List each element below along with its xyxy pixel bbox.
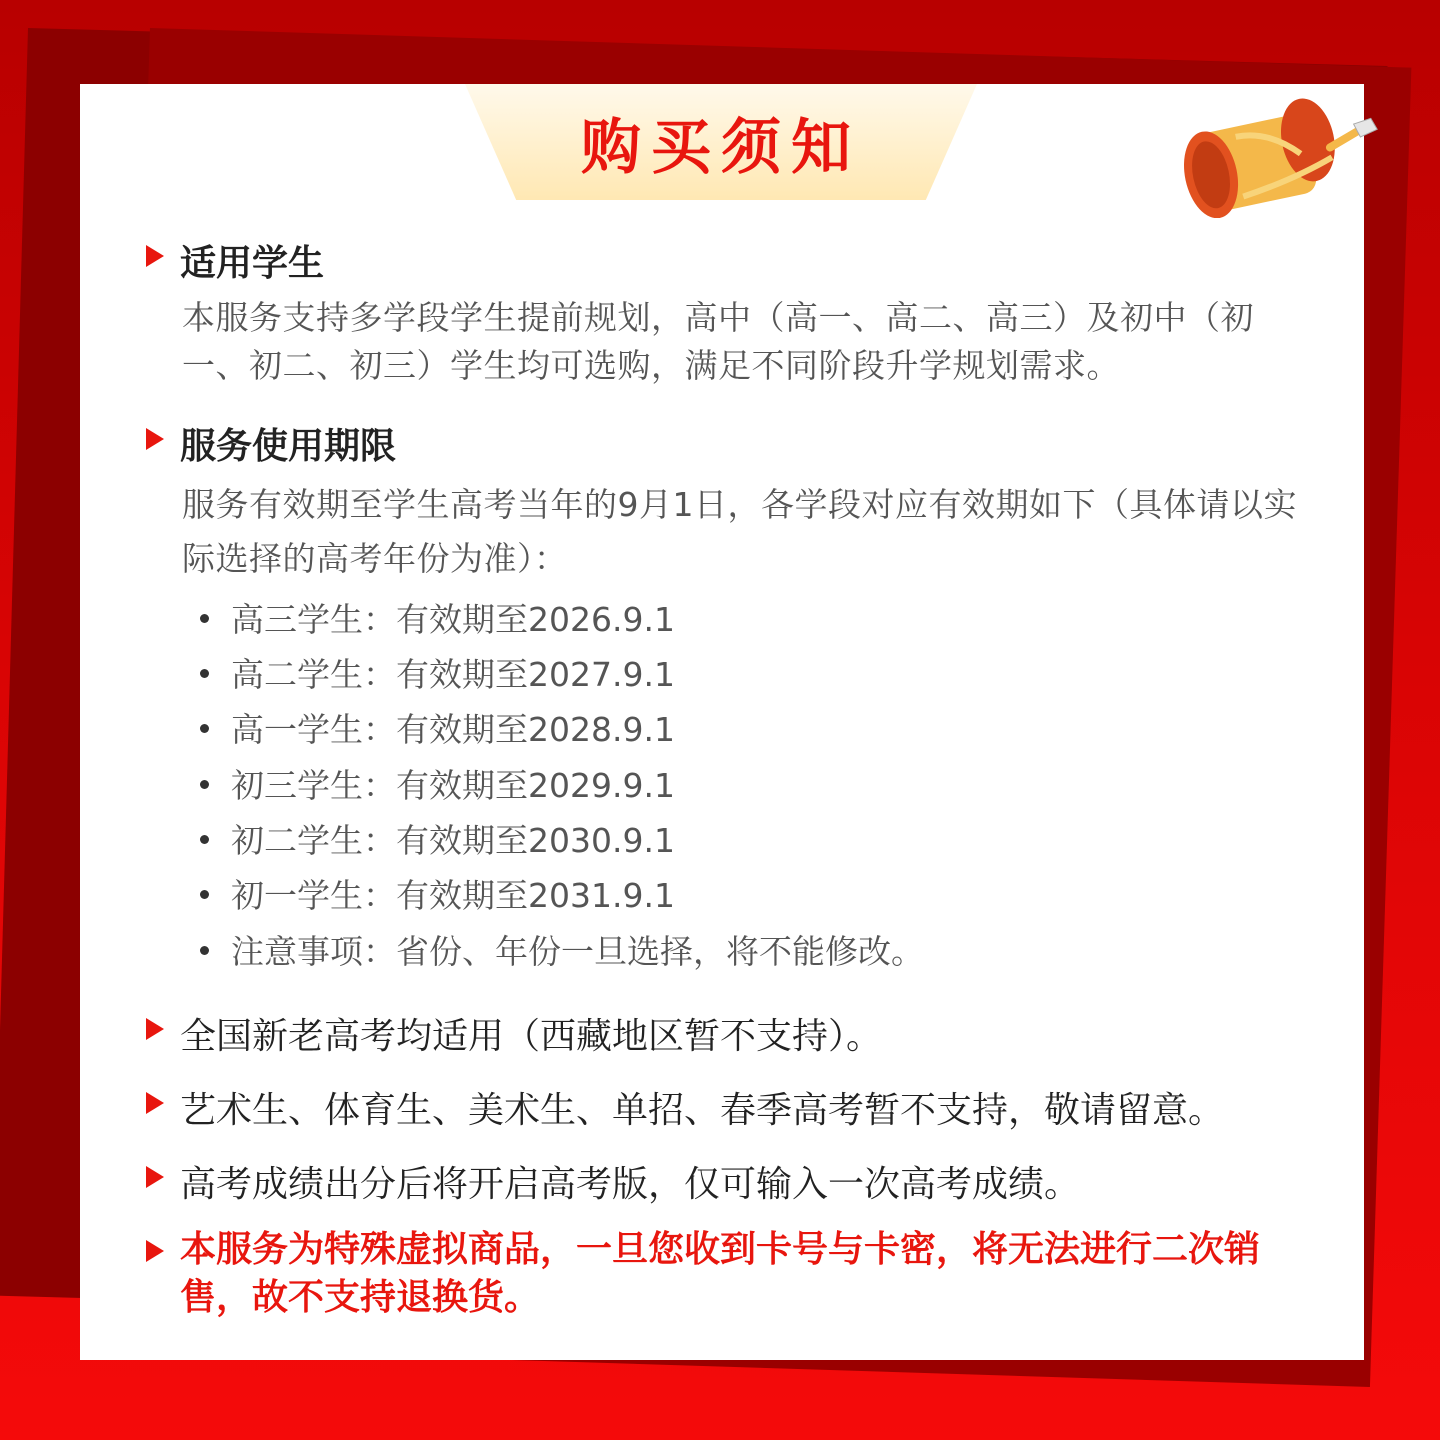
bullet-dot [200,669,209,678]
section-body: 本服务支持多学段学生提前规划，高中（高一、高二、高三）及初中（初一、初二、初三）学生均可选购，满足不同阶段升学规划需求。 [182,298,1254,385]
arrow-icon [146,1166,164,1188]
bullet-dot [200,780,209,789]
bullet-dot [200,724,209,733]
bullet-dot [200,614,209,623]
arrow-icon [146,428,164,450]
list-item: 初二学生：有效期至2030.9.1 [200,815,675,862]
arrow-icon [146,1240,164,1262]
bullet-dot [200,890,209,899]
list-item: 初三学生：有效期至2029.9.1 [200,760,675,807]
bullet-dot [200,946,209,955]
section-body: 服务有效期至学生高考当年的9月1日，各学段对应有效期如下（具体请以实际选择的高考年份为准）： [182,485,1297,578]
bullet-dot [200,835,209,844]
section-heading: 服务使用期限 [180,426,397,467]
arrow-icon [146,1018,164,1040]
list-item: 初一学生：有效期至2031.9.1 [200,870,675,917]
section-heading: 适用学生 [180,243,325,284]
list-item: 高一学生：有效期至2028.9.1 [200,704,675,751]
section-heading: 全国新老高考均适用（西藏地区暂不支持）。 [180,1016,883,1057]
list-item: 高三学生：有效期至2026.9.1 [200,594,675,641]
thread-spool-icon [1180,88,1390,218]
section-heading: 艺术生、体育生、美术生、单招、春季高考暂不支持，敬请留意。 [180,1090,1225,1131]
section-heading: 高考成绩出分后将开启高考版，仅可输入一次高考成绩。 [180,1164,1081,1205]
arrow-icon [146,1092,164,1114]
refund-warning: 本服务为特殊虚拟商品，一旦您收到卡号与卡密，将无法进行二次销售，故不支持退换货。 [180,1229,1261,1318]
page-title: 购买须知 [581,113,861,183]
list-item: 注意事项：省份、年份一旦选择，将不能修改。 [200,926,924,973]
arrow-icon [146,245,164,267]
list-item: 高二学生：有效期至2027.9.1 [200,649,675,696]
